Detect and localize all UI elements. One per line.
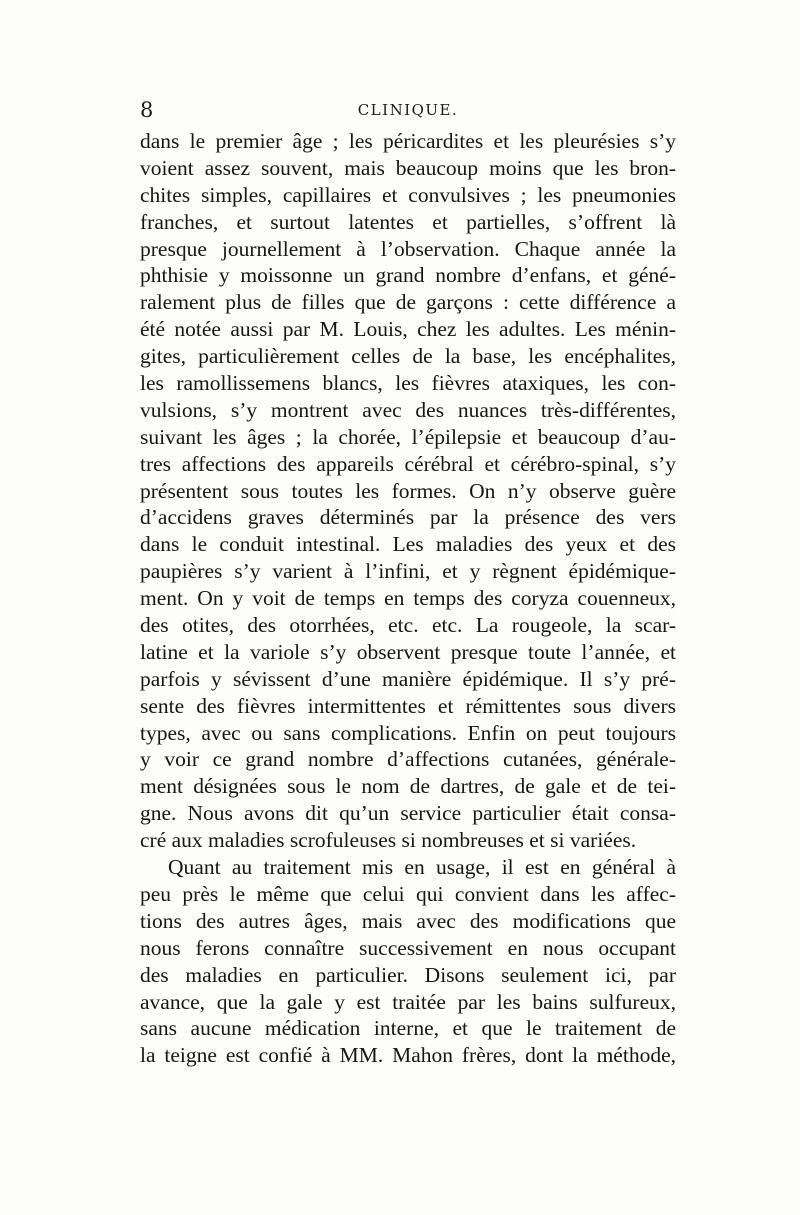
running-title: CLINIQUE. — [357, 101, 459, 119]
text-line: dans le premier âge ; les péricardites et les pleurésies s’y — [140, 129, 676, 153]
text-line: peu près le même que celui qui convient dans les affec- — [140, 881, 676, 906]
paragraph-last-line: cré aux maladies scrofuleuses si nombreuses et si variées. — [140, 828, 637, 853]
text-line: tions des autres âges, mais avec des modifications que — [140, 908, 676, 933]
text-line: gne. Nous avons dit qu’un service particulier était consa- — [140, 801, 676, 826]
text-line: tres affections des appareils cérébral et cérébro-spinal, s’y — [140, 451, 676, 476]
text-line: été notée aussi par M. Louis, chez les adultes. Les ménin- — [140, 317, 676, 342]
text-line: franches, et surtout latentes et partielles, s’offrent là — [140, 209, 676, 234]
text-line: d’accidens graves déterminés par la présence des vers — [140, 505, 676, 530]
text-line: gites, particulièrement celles de la base, les encéphalites, — [140, 344, 676, 369]
body-text — [140, 128, 676, 1069]
text-line: latine et la variole s’y observent presque toute l’année, et — [140, 639, 676, 664]
text-line: types, avec ou sans complications. Enfin on peut toujours — [140, 720, 676, 745]
text-line: suivant les âges ; la chorée, l’épilepsie et beaucoup d’au- — [140, 424, 676, 449]
text-line: sente des fièvres intermittentes et rémittentes sous divers — [140, 693, 676, 718]
text-line: y voir ce grand nombre d’affections cutanées, générale- — [140, 747, 676, 772]
page-number: 8 — [140, 98, 154, 122]
text-line: ralement plus de filles que de garçons : cette différence a — [140, 290, 676, 315]
text-line: presque journellement à l’observation. Chaque année la — [140, 236, 676, 261]
text-line: dans le conduit intestinal. Les maladies des yeux et des — [140, 532, 676, 557]
text-line: ment. On y voit de temps en temps des coryza couenneux, — [140, 586, 676, 611]
text-line: phthisie y moissonne un grand nombre d’enfans, et géné- — [140, 263, 676, 288]
text-line: chites simples, capillaires et convulsives ; les pneumonies — [140, 182, 676, 207]
text-line: sans aucune médication interne, et que le traitement de — [140, 1016, 676, 1041]
text-line: les ramollissemens blancs, les fièvres ataxiques, les con- — [140, 371, 676, 396]
paragraph-first-line: Quant au traitement mis en usage, il est en général à — [168, 855, 676, 880]
text-line: parfois y sévissent d’une manière épidémique. Il s’y pré- — [140, 666, 676, 691]
text-line: paupières s’y varient à l’infini, et y règnent épidémique- — [140, 559, 676, 584]
text-line: voient assez souvent, mais beaucoup moins que les bron- — [140, 155, 676, 180]
text-line: des otites, des otorrhées, etc. etc. La rougeole, la scar- — [140, 613, 676, 638]
running-head — [140, 98, 676, 122]
text-line: ment désignées sous le nom de dartres, de gale et de tei- — [140, 774, 676, 799]
text-line: la teigne est confié à MM. Mahon frères, dont la méthode, — [140, 1043, 676, 1068]
text-line: vulsions, s’y montrent avec des nuances très-différentes, — [140, 397, 676, 422]
text-line: des maladies en particulier. Disons seulement ici, par — [140, 962, 676, 987]
text-line: nous ferons connaître successivement en nous occupant — [140, 935, 676, 960]
text-line: avance, que la gale y est traitée par les bains sulfureux, — [140, 989, 676, 1014]
text-line: présentent sous toutes les formes. On n’y observe guère — [140, 478, 676, 503]
